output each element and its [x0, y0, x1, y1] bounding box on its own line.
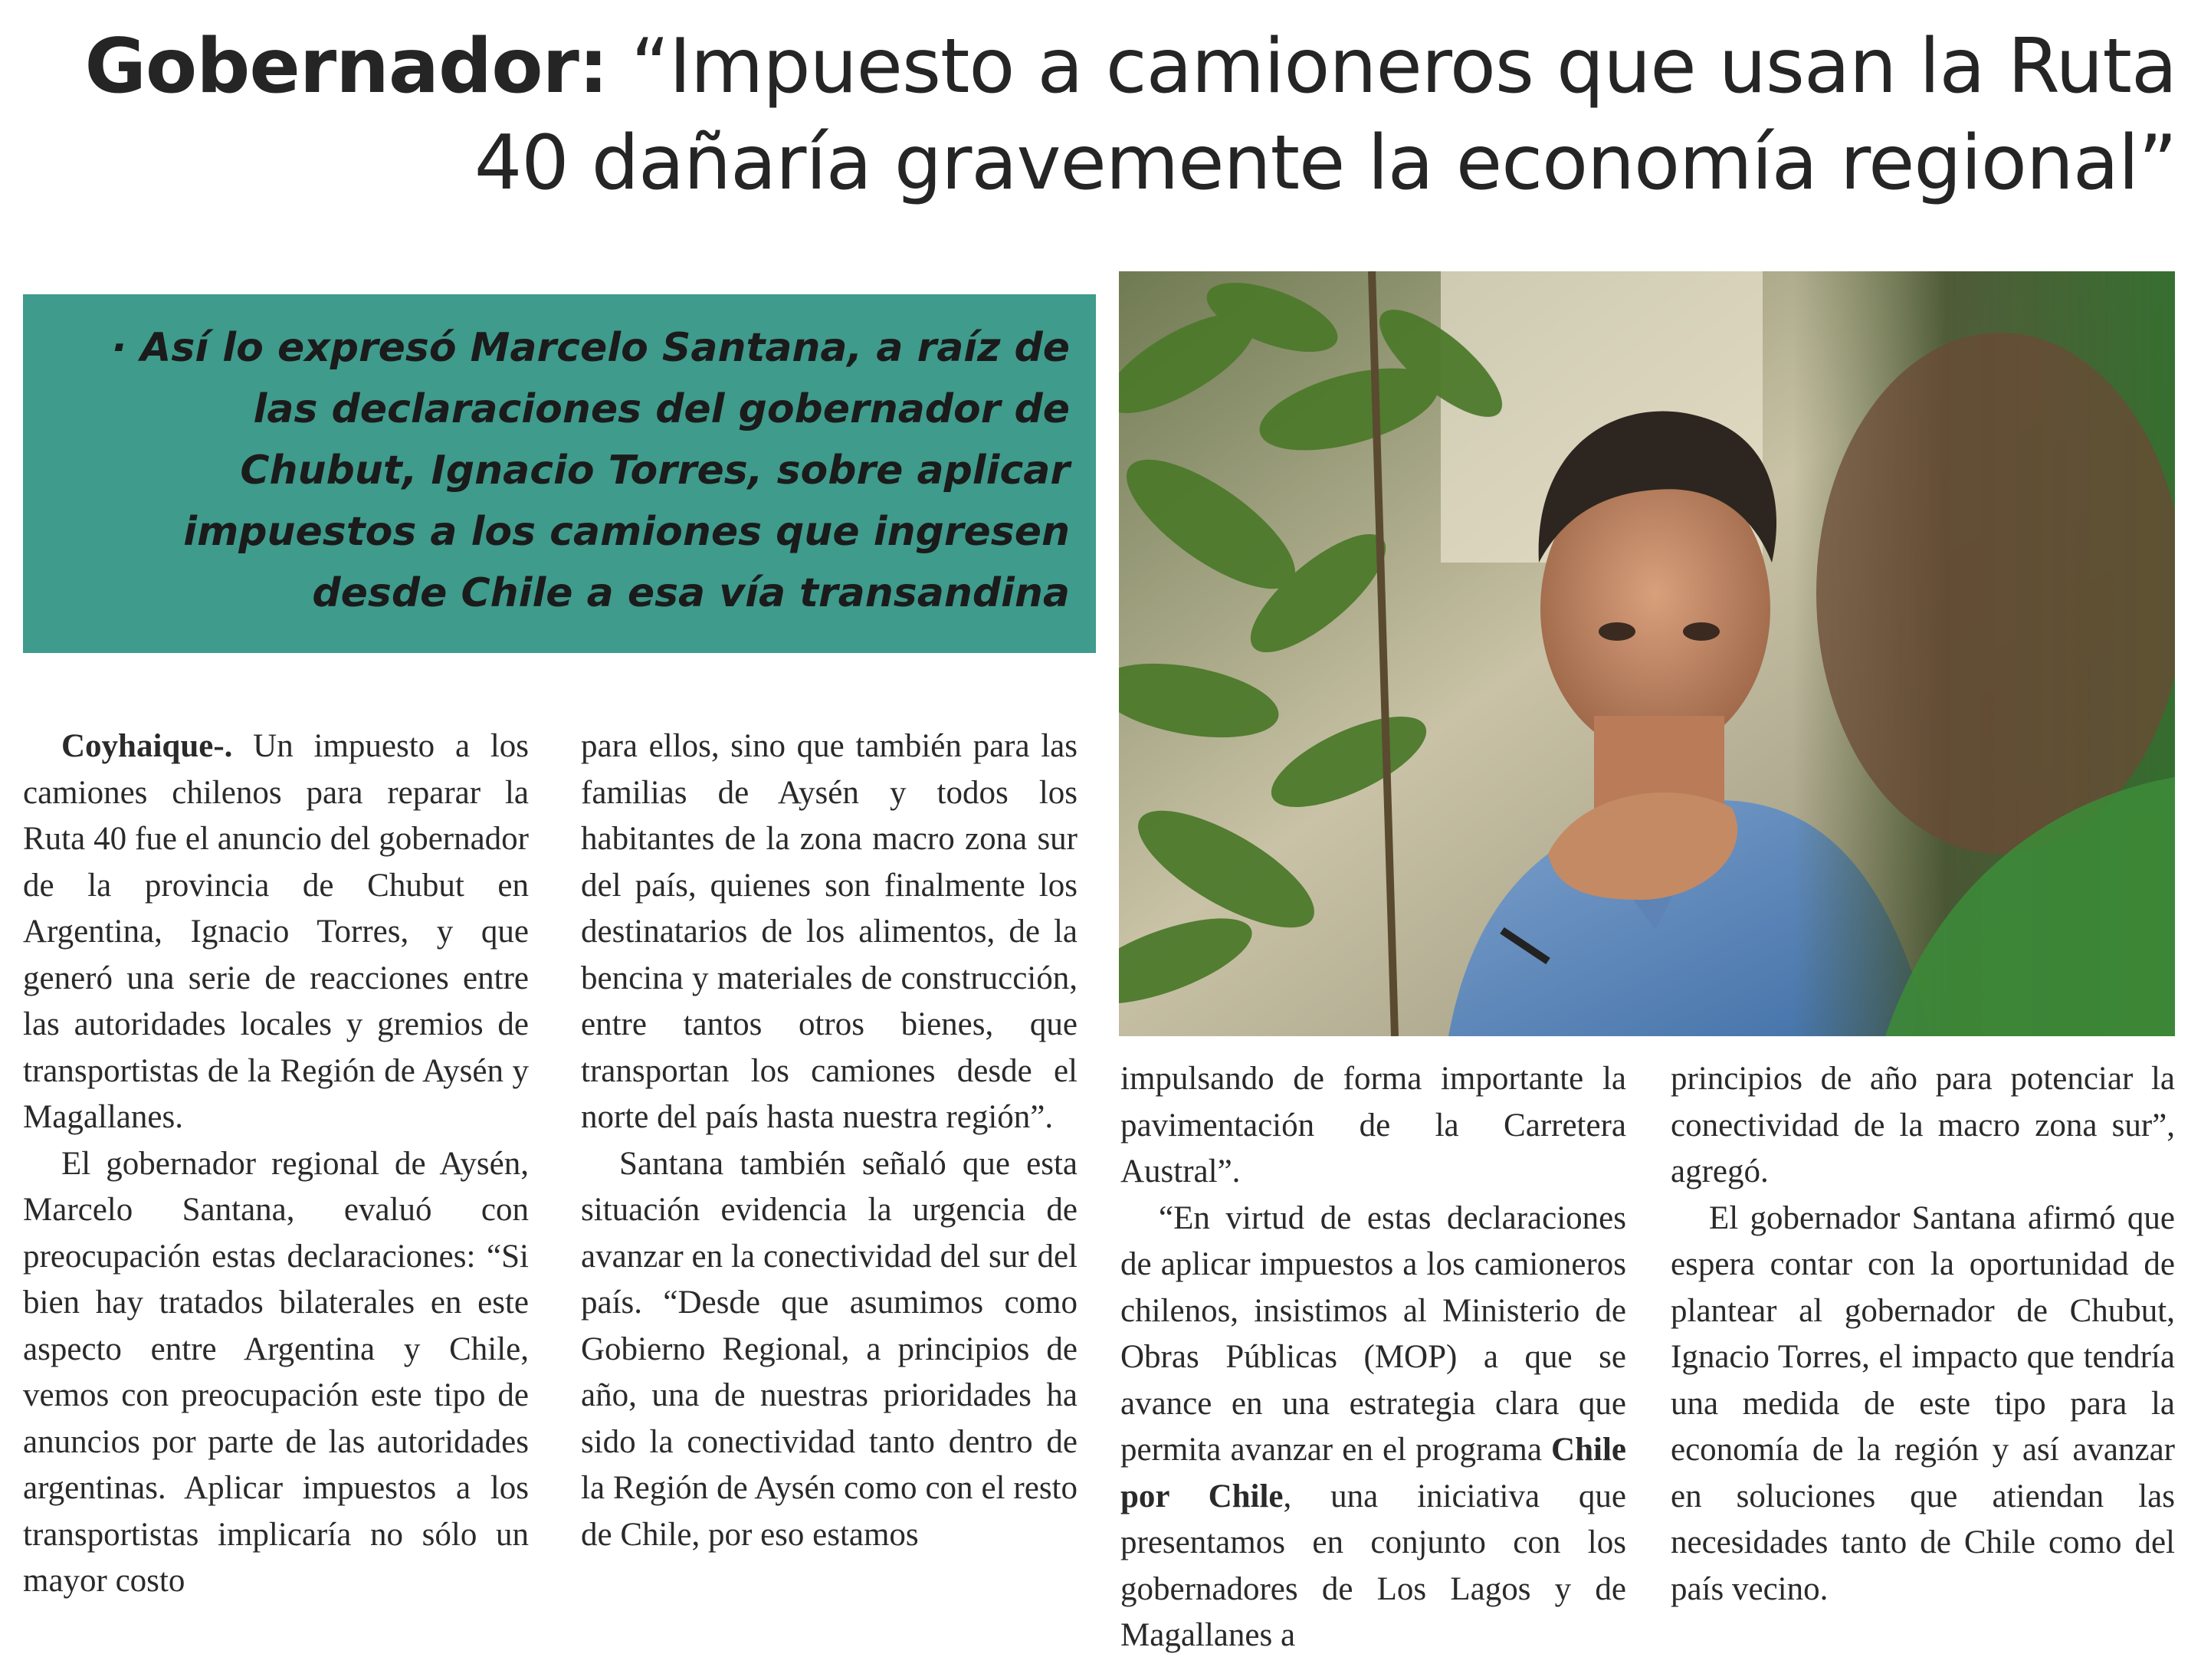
headline-rest: “Impuesto a camioneros que usan la Ruta 40 dañaría gravemente la economía regional” — [474, 23, 2176, 207]
paragraph-2: El gobernador regional de Aysén, Marcelo Santana, evaluó con preocupación estas declaraciones: “Si bien hay tratados bilaterales en este aspecto entre Argentina y Chile, vemos con preocupación este tipo de anuncios por parte de las autoridades argentinas. Aplicar impuestos a los transportistas implicaría no sólo un mayor costo — [23, 1145, 529, 1599]
paragraph-1 — [23, 724, 529, 1141]
column-1 — [23, 724, 529, 1605]
program-name: Chile por Chile — [1120, 1432, 1626, 1514]
headline — [23, 18, 2176, 212]
photo-marcelo-santana — [1119, 271, 2175, 1036]
paragraph-3: Santana también señaló que esta situación evidencia la urgencia de avanzar en la conectividad del sur del país. “Desde que asumimos como Gobierno Regional, a principios de año, una de nuestras prioridades ha sido la conectividad tanto dentro de la Región de Aysén como con el resto de Chile, por eso estamos — [581, 1145, 1078, 1553]
photo-illustration — [1119, 271, 2175, 1036]
column-3 — [1120, 1056, 1626, 1659]
headline-lead: Gobernador: — [84, 23, 608, 110]
lede-box — [23, 294, 1096, 653]
paragraph-1-text: Un impuesto a los camiones chilenos para reparar la Ruta 40 fue el anuncio del gobernador de la provincia de Chubut en Argentina, Ignacio Torres, y que generó una serie de reacciones entre las autoridades locales y gremios de transportistas de la Región de Aysén y Magallanes. — [23, 728, 529, 1135]
lede-text: · Así lo expresó Marcelo Santana, a raíz de las declaraciones del gobernador de Chubut, Ignacio Torres, sobre aplicar impuestos a los camiones que ingresen desde Chile a esa vía transandina — [111, 325, 1070, 616]
paragraph-4-text-a: “En virtud de estas declaraciones de aplicar impuestos a los camioneros chilenos, insistimos al Ministerio de Obras Públicas (MOP) a que se avance en una estrategia clara que permita avanzar en el programa — [1120, 1199, 1626, 1468]
paragraph-4-text-b: , una iniciativa que presentamos en conjunto con los gobernadores de Los Lagos y de Magallanes a — [1120, 1478, 1626, 1653]
paragraph-3-continued: impulsando de forma importante la pavimentación de la Carretera Austral”. — [1120, 1061, 1626, 1189]
dateline: Coyhaique-. — [61, 728, 233, 764]
paragraph-4 — [1120, 1196, 1626, 1659]
paragraph-2-continued: para ellos, sino que también para las familias de Aysén y todos los habitantes de la zona macro zona sur del país, quienes son finalmente los destinatarios de los alimentos, de la bencina y materiales de construcción, entre tantos otros bienes, que transportan los camiones desde el norte del país hasta nuestra región”. — [581, 728, 1078, 1135]
paragraph-4-continued: principios de año para potenciar la conectividad de la macro zona sur”, agregó. — [1671, 1061, 2175, 1189]
paragraph-5: El gobernador Santana afirmó que espera contar con la oportunidad de plantear al gobernador de Chubut, Ignacio Torres, el impacto que tendría una medida de este tipo para la economía de la región y así avanzar en soluciones que atiendan las necesidades tanto de Chile como del país vecino. — [1671, 1199, 2175, 1607]
column-4 — [1671, 1056, 2175, 1613]
column-2 — [581, 724, 1078, 1558]
